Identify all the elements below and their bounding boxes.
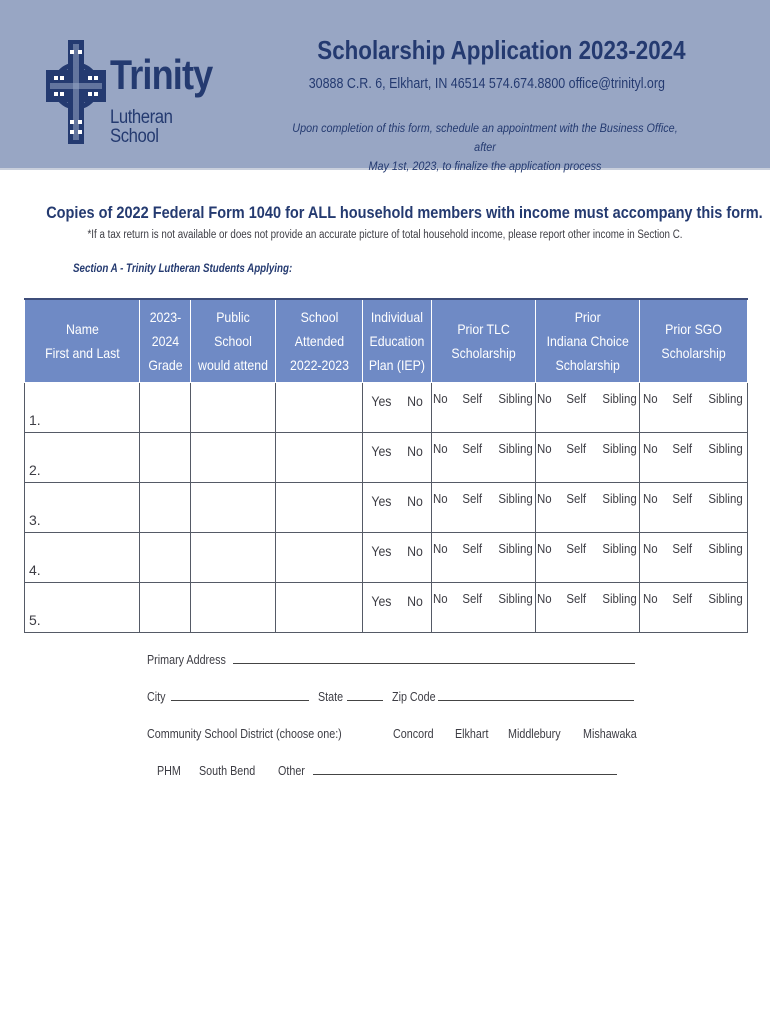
zip-field[interactable] — [438, 699, 634, 701]
prior-sgo-cell — [640, 583, 748, 633]
prior-sgo-self-option[interactable]: Self — [672, 491, 693, 506]
student-name-cell[interactable] — [25, 583, 140, 633]
prior-indiana-choice-cell — [536, 483, 640, 533]
district-row — [147, 727, 659, 741]
iep-cell — [363, 583, 432, 633]
prior-indiana-choice-no-option[interactable]: No — [537, 591, 553, 606]
iep-yes-option[interactable]: Yes — [370, 443, 392, 459]
tax-form-notice: Copies of 2022 Federal Form 1040 for ALL household members with income must accompany this form. — [46, 204, 763, 222]
public-school-cell[interactable] — [191, 433, 276, 483]
prior-indiana-choice-cell — [536, 383, 640, 433]
prior-sgo-self-option[interactable]: Self — [672, 591, 693, 606]
grade-cell[interactable] — [140, 383, 191, 433]
prior-tlc-sibling-option[interactable]: Sibling — [497, 441, 533, 456]
iep-no-option[interactable]: No — [407, 393, 424, 409]
prior-tlc-no-option[interactable]: No — [433, 541, 449, 556]
prior-indiana-choice-no-option[interactable]: No — [537, 441, 553, 456]
prior-indiana-choice-sibling-option[interactable]: Sibling — [601, 491, 637, 506]
prior-indiana-choice-self-option[interactable]: Self — [566, 591, 587, 606]
col-header-prior-indiana-choice: Prior Indiana Choice Scholarship — [536, 299, 640, 383]
col-header-iep: Individual Education Plan (IEP) — [363, 299, 432, 383]
prior-sgo-cell — [640, 483, 748, 533]
prior-sgo-no-option[interactable]: No — [643, 591, 659, 606]
col-header-name: Name First and Last — [25, 299, 140, 383]
prior-tlc-sibling-option[interactable]: Sibling — [497, 591, 533, 606]
table-row — [25, 533, 748, 583]
prior-tlc-sibling-option[interactable]: Sibling — [497, 491, 533, 506]
prior-indiana-choice-cell — [536, 433, 640, 483]
prior-sgo-no-option[interactable]: No — [643, 491, 659, 506]
public-school-cell[interactable] — [191, 483, 276, 533]
public-school-cell[interactable] — [191, 533, 276, 583]
col-header-grade: 2023- 2024 Grade — [140, 299, 191, 383]
row-number: 3. — [29, 512, 41, 528]
prior-sgo-sibling-option[interactable]: Sibling — [707, 441, 743, 456]
prior-sgo-cell — [640, 433, 748, 483]
prior-sgo-sibling-option[interactable]: Sibling — [707, 491, 743, 506]
contact-info: 30888 C.R. 6, Elkhart, IN 46514 574.674.8800 office@trinityl.org — [308, 76, 665, 92]
col-header-school-attended: School Attended 2022-2023 — [276, 299, 363, 383]
iep-cell — [363, 483, 432, 533]
iep-yes-option[interactable]: Yes — [370, 543, 392, 559]
iep-no-option[interactable]: No — [407, 443, 424, 459]
state-field[interactable] — [347, 699, 383, 701]
table-row — [25, 383, 748, 433]
header-note — [292, 119, 679, 176]
prior-tlc-sibling-option[interactable]: Sibling — [497, 541, 533, 556]
iep-yes-option[interactable]: Yes — [370, 493, 392, 509]
row-number: 1. — [29, 412, 41, 428]
prior-indiana-choice-no-option[interactable]: No — [537, 491, 553, 506]
primary-address-row — [147, 653, 635, 667]
prior-indiana-choice-sibling-option[interactable]: Sibling — [601, 441, 637, 456]
prior-tlc-self-option[interactable]: Self — [462, 491, 483, 506]
prior-tlc-cell — [432, 533, 536, 583]
student-name-cell[interactable] — [25, 533, 140, 583]
row-number: 2. — [29, 462, 41, 478]
prior-tlc-self-option[interactable]: Self — [462, 591, 483, 606]
tax-return-footnote: *If a tax return is not available or does not provide an accurate picture of total household income, please report other income in Section C. — [87, 229, 683, 241]
col-header-public-school: Public School would attend — [191, 299, 276, 383]
primary-address-label: Primary Address — [147, 653, 226, 667]
city-state-zip-row — [147, 690, 634, 704]
prior-tlc-self-option[interactable]: Self — [462, 391, 483, 406]
prior-indiana-choice-cell — [536, 533, 640, 583]
district-row-2 — [157, 764, 631, 778]
district-option-middlebury[interactable]: Middlebury — [507, 727, 561, 741]
prior-sgo-sibling-option[interactable]: Sibling — [707, 391, 743, 406]
school-attended-cell[interactable] — [276, 483, 363, 533]
city-field[interactable] — [171, 699, 309, 701]
prior-tlc-self-option[interactable]: Self — [462, 541, 483, 556]
district-other-label: Other — [278, 764, 306, 778]
iep-no-option[interactable]: No — [407, 543, 424, 559]
school-attended-cell[interactable] — [276, 433, 363, 483]
prior-tlc-no-option[interactable]: No — [433, 441, 449, 456]
prior-indiana-choice-sibling-option[interactable]: Sibling — [601, 391, 637, 406]
prior-sgo-self-option[interactable]: Self — [672, 441, 693, 456]
prior-sgo-self-option[interactable]: Self — [672, 541, 693, 556]
district-label: Community School District (choose one:) — [147, 727, 342, 741]
iep-cell — [363, 383, 432, 433]
grade-cell[interactable] — [140, 483, 191, 533]
school-attended-cell[interactable] — [276, 383, 363, 433]
students-table — [24, 298, 748, 633]
student-name-cell[interactable] — [25, 383, 140, 433]
prior-tlc-sibling-option[interactable]: Sibling — [497, 391, 533, 406]
prior-sgo-sibling-option[interactable]: Sibling — [707, 541, 743, 556]
prior-sgo-cell — [640, 383, 748, 433]
prior-indiana-choice-self-option[interactable]: Self — [566, 441, 587, 456]
prior-tlc-cell — [432, 583, 536, 633]
iep-yes-option[interactable]: Yes — [370, 393, 392, 409]
public-school-cell[interactable] — [191, 383, 276, 433]
prior-tlc-cell — [432, 383, 536, 433]
iep-cell — [363, 533, 432, 583]
prior-indiana-choice-sibling-option[interactable]: Sibling — [601, 541, 637, 556]
district-option-mishawaka[interactable]: Mishawaka — [582, 727, 637, 741]
prior-sgo-sibling-option[interactable]: Sibling — [707, 591, 743, 606]
grade-cell[interactable] — [140, 583, 191, 633]
prior-tlc-cell — [432, 433, 536, 483]
student-name-cell[interactable] — [25, 433, 140, 483]
page-header — [0, 0, 770, 173]
student-name-cell[interactable] — [25, 483, 140, 533]
header-note-line2: May 1st, 2023, to finalize the application process — [368, 159, 602, 173]
prior-sgo-self-option[interactable]: Self — [672, 391, 693, 406]
public-school-cell[interactable] — [191, 583, 276, 633]
prior-tlc-no-option[interactable]: No — [433, 491, 449, 506]
col-header-prior-sgo: Prior SGO Scholarship — [640, 299, 748, 383]
prior-indiana-choice-sibling-option[interactable]: Sibling — [601, 591, 637, 606]
school-logo — [46, 40, 236, 147]
school-attended-cell[interactable] — [276, 583, 363, 633]
row-number: 4. — [29, 562, 41, 578]
prior-sgo-no-option[interactable]: No — [643, 541, 659, 556]
logo-word-lutheran-school: Lutheran School — [110, 107, 173, 147]
prior-indiana-choice-no-option[interactable]: No — [537, 541, 553, 556]
logo-word-trinity: Trinity — [110, 51, 213, 98]
primary-address-field[interactable] — [233, 662, 635, 664]
prior-sgo-no-option[interactable]: No — [643, 441, 659, 456]
prior-indiana-choice-no-option[interactable]: No — [537, 391, 553, 406]
table-header-row — [25, 299, 748, 383]
prior-tlc-no-option[interactable]: No — [433, 391, 449, 406]
section-a-label: Section A - Trinity Lutheran Students Applying: — [73, 263, 293, 275]
prior-tlc-self-option[interactable]: Self — [462, 441, 483, 456]
grade-cell[interactable] — [140, 533, 191, 583]
district-option-phm[interactable]: PHM — [157, 764, 181, 778]
prior-indiana-choice-cell — [536, 583, 640, 633]
cross-icon — [46, 40, 106, 144]
district-option-concord[interactable]: Concord — [393, 727, 435, 741]
city-label: City — [147, 690, 166, 704]
table-row — [25, 583, 748, 633]
iep-no-option[interactable]: No — [407, 593, 424, 609]
prior-indiana-choice-self-option[interactable]: Self — [566, 391, 587, 406]
iep-yes-option[interactable]: Yes — [370, 593, 392, 609]
header-note-line1: Upon completion of this form, schedule an appointment with the Business Office, after — [292, 121, 678, 154]
prior-tlc-cell — [432, 483, 536, 533]
col-header-prior-tlc: Prior TLC Scholarship — [432, 299, 536, 383]
zip-label: Zip Code — [391, 690, 436, 704]
district-option-south-bend[interactable]: South Bend — [198, 764, 255, 778]
row-number: 5. — [29, 612, 41, 628]
school-attended-cell[interactable] — [276, 533, 363, 583]
grade-cell[interactable] — [140, 433, 191, 483]
table-row — [25, 483, 748, 533]
prior-tlc-no-option[interactable]: No — [433, 591, 449, 606]
district-other-field[interactable] — [313, 773, 617, 775]
prior-sgo-no-option[interactable]: No — [643, 391, 659, 406]
iep-cell — [363, 433, 432, 483]
prior-indiana-choice-self-option[interactable]: Self — [566, 541, 587, 556]
prior-sgo-cell — [640, 533, 748, 583]
table-row — [25, 433, 748, 483]
prior-indiana-choice-self-option[interactable]: Self — [566, 491, 587, 506]
district-option-elkhart[interactable]: Elkhart — [454, 727, 489, 741]
state-label: State — [317, 690, 343, 704]
iep-no-option[interactable]: No — [407, 493, 424, 509]
page-title: Scholarship Application 2023-2024 — [317, 35, 686, 65]
